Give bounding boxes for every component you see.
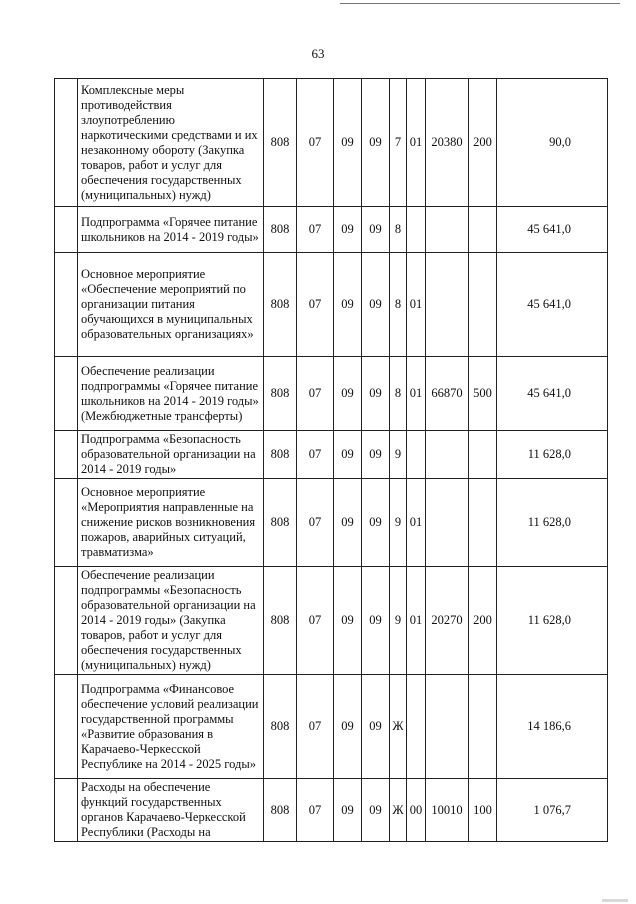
subprogram-cell: 8 [390,253,407,357]
blank-cell [55,79,78,207]
amount-cell: 45 641,0 [497,253,608,357]
direction-cell [426,479,469,567]
name-cell: Основное мероприятие «Мероприятия направленные на снижение рисков возникновения пожаров, аварийных ситуаций, травматизма» [78,479,264,567]
table-row [55,567,608,675]
subprogram-cell: 9 [390,567,407,675]
ministry-code-cell: 808 [264,567,297,675]
page-corner-mark [602,899,628,902]
subsection-cell: 09 [334,207,362,253]
program-cell: 09 [362,253,390,357]
amount-cell: 45 641,0 [497,207,608,253]
blank-cell [55,207,78,253]
program-cell: 09 [362,431,390,479]
section-cell: 07 [297,479,334,567]
program-cell: 09 [362,779,390,842]
ministry-code-cell: 808 [264,253,297,357]
expense-type-cell: 200 [469,79,497,207]
name-cell: Расходы на обеспечение функций государственных органов Карачаево-Черкесской Республики (Расходы на [78,779,264,842]
table-row [55,357,608,431]
ministry-code-cell: 808 [264,431,297,479]
name-cell: Обеспечение реализации подпрограммы «Безопасность образовательной организации на 2014 - 2019 годы» (Закупка товаров, работ и услуг для обеспечения государственных (муниципальных) нужд) [78,567,264,675]
program-cell: 09 [362,567,390,675]
subprogram-cell: Ж [390,779,407,842]
name-cell: Подпрограмма «Горячее питание школьников на 2014 - 2019 годы» [78,207,264,253]
direction-cell [426,207,469,253]
amount-cell: 11 628,0 [497,431,608,479]
table-row [55,675,608,779]
measure-cell [407,675,426,779]
page-number: 63 [311,46,325,61]
amount-cell: 11 628,0 [497,479,608,567]
ministry-code-cell: 808 [264,779,297,842]
subsection-cell: 09 [334,779,362,842]
section-cell: 07 [297,253,334,357]
measure-cell [407,431,426,479]
ministry-code-cell: 808 [264,479,297,567]
measure-cell: 01 [407,567,426,675]
direction-cell: 10010 [426,779,469,842]
section-cell: 07 [297,675,334,779]
expense-type-cell [469,207,497,253]
section-cell: 07 [297,207,334,253]
blank-cell [55,567,78,675]
section-cell: 07 [297,567,334,675]
program-cell: 09 [362,479,390,567]
expense-type-cell [469,479,497,567]
direction-cell: 20380 [426,79,469,207]
program-cell: 09 [362,357,390,431]
expense-type-cell [469,431,497,479]
direction-cell [426,431,469,479]
name-cell: Подпрограмма «Безопасность образовательной организации на 2014 - 2019 годы» [78,431,264,479]
subprogram-cell: 9 [390,431,407,479]
direction-cell [426,253,469,357]
amount-cell: 1 076,7 [497,779,608,842]
measure-cell: 01 [407,479,426,567]
measure-cell: 01 [407,79,426,207]
subsection-cell: 09 [334,253,362,357]
subsection-cell: 09 [334,675,362,779]
name-cell: Основное мероприятие «Обеспечение мероприятий по организации питания обучающихся в муниципальных образовательных организациях» [78,253,264,357]
expense-type-cell: 100 [469,779,497,842]
blank-cell [55,357,78,431]
table-row [55,253,608,357]
table-row [55,207,608,253]
section-cell: 07 [297,357,334,431]
subprogram-cell: 8 [390,357,407,431]
blank-cell [55,431,78,479]
section-cell: 07 [297,79,334,207]
direction-cell: 20270 [426,567,469,675]
subsection-cell: 09 [334,79,362,207]
measure-cell: 00 [407,779,426,842]
expense-type-cell: 500 [469,357,497,431]
amount-cell: 45 641,0 [497,357,608,431]
ministry-code-cell: 808 [264,79,297,207]
direction-cell: 66870 [426,357,469,431]
direction-cell [426,675,469,779]
program-cell: 09 [362,79,390,207]
table-row [55,779,608,842]
subprogram-cell: 8 [390,207,407,253]
blank-cell [55,779,78,842]
measure-cell: 01 [407,253,426,357]
table-row [55,79,608,207]
subprogram-cell: Ж [390,675,407,779]
section-cell: 07 [297,431,334,479]
name-cell: Комплексные меры противодействия злоупотреблению наркотическими средствами и их незаконному обороту (Закупка товаров, работ и услуг для обеспечения государственных (муниципальных) нужд) [78,79,264,207]
amount-cell: 11 628,0 [497,567,608,675]
amount-cell: 14 186,6 [497,675,608,779]
name-cell: Обеспечение реализации подпрограммы «Горячее питание школьников на 2014 - 2019 годы» (Межбюджетные трансферты) [78,357,264,431]
ministry-code-cell: 808 [264,675,297,779]
subsection-cell: 09 [334,567,362,675]
subsection-cell: 09 [334,357,362,431]
subprogram-cell: 9 [390,479,407,567]
subsection-cell: 09 [334,479,362,567]
ministry-code-cell: 808 [264,357,297,431]
measure-cell: 01 [407,357,426,431]
expense-type-cell [469,253,497,357]
table-row [55,431,608,479]
blank-cell [55,253,78,357]
blank-cell [55,675,78,779]
header-rule [340,3,620,4]
program-cell: 09 [362,207,390,253]
expense-type-cell: 200 [469,567,497,675]
subsection-cell: 09 [334,431,362,479]
table-row [55,479,608,567]
section-cell: 07 [297,779,334,842]
expense-type-cell [469,675,497,779]
name-cell: Подпрограмма «Финансовое обеспечение условий реализации государственной программы «Развитие образования в Карачаево-Черкесской Республике на 2014 - 2025 годы» [78,675,264,779]
program-cell: 09 [362,675,390,779]
measure-cell [407,207,426,253]
ministry-code-cell: 808 [264,207,297,253]
blank-cell [55,479,78,567]
amount-cell: 90,0 [497,79,608,207]
budget-table [54,78,608,842]
subprogram-cell: 7 [390,79,407,207]
